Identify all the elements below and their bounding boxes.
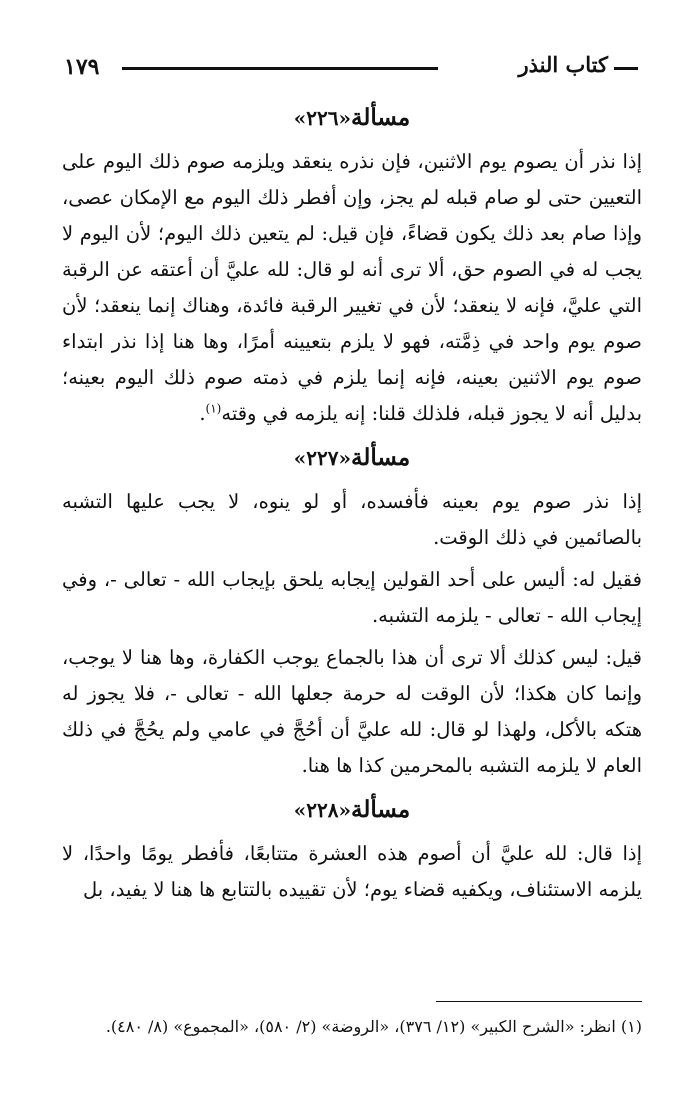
heading-word: مسألة	[351, 104, 411, 131]
issue-heading-228	[62, 790, 642, 830]
paragraph-text: إذا نذر أن يصوم يوم الاثنين، فإن نذره ينعقد ويلزمه صوم ذلك اليوم على التعيين حتى لو صام قبله لم يجز، وإن أفطر ذلك اليوم مع الإمكان عصى، وإذا صام بعد ذلك يكون قضاءً، فإن قيل: لم يتعين ذلك اليوم؛ لأن اليوم لا يجب له في الصوم حق، ألا ترى أنه لو قال: لله عليَّ أن أعتقه عن الرقبة التي عليَّ، فإنه لا ينعقد؛ لأن في تغيير الرقبة فائدة، وهناك إنما ينعقد؛ لأن صوم يوم واحد في ذِمَّته، فهو لا يلزم بتعيينه أمرًا، وها هنا إذا نذر ابتداء صوم يوم الاثنين بعينه، فإنه إنما يلزم في ذمته صوم ذلك اليوم بعينه؛ بدليل أنه لا يجوز قبله، فلذلك قلنا: إنه يلزمه في وقته	[62, 150, 642, 425]
page-content	[62, 96, 642, 914]
paragraph: إذا قال: لله عليَّ أن أصوم هذه العشرة متتابعًا، فأفطر يومًا واحدًا، لا يلزمه الاستئناف، ويكفيه قضاء يوم؛ لأن تقييده بالتتابع ها هنا لا يفيد، بل	[62, 842, 642, 901]
heading-number: «٢٢٧»	[293, 446, 352, 470]
paragraph: قيل: ليس كذلك ألا ترى أن هذا بالجماع يوجب الكفارة، وها هنا لا يوجب، وإنما كان هكذا؛ لأن الوقت له حرمة جعلها الله - تعالى -، فلا يجوز له هتكه بالأكل، ولهذا لو قال: لله عليَّ أن أحُجَّ في عامي ولم يحُجَّ في ذلك العام لا يلزمه التشبه بالمحرمين كذا ها هنا.	[62, 646, 642, 777]
heading-number: «٢٢٦»	[293, 106, 352, 130]
page-number: ١٧٩	[64, 54, 100, 80]
issue-heading-226	[62, 98, 642, 138]
paragraph: إذا نذر أن يصوم يوم الاثنين، فإن نذره ينعقد ويلزمه صوم ذلك اليوم على التعيين حتى لو صام قبله لم يجز، وإن أفطر ذلك اليوم مع الإمكان عصى، وإذا صام بعد ذلك يكون قضاءً، فإن قيل: لم يتعين ذلك اليوم؛ لأن اليوم لا يجب له في الصوم حق، ألا ترى أنه لو قال: لله عليَّ أن أعتقه عن الرقبة التي عليَّ، فإنه لا ينعقد؛ لأن في تغيير الرقبة فائدة، وهناك إنما ينعقد؛ لأن صوم يوم واحد في ذِمَّته، فهو لا يلزم بتعيينه أمرًا، وها هنا إذا نذر ابتداء صوم يوم الاثنين بعينه، فإنه إنما يلزم في ذمته صوم ذلك اليوم بعينه؛ بدليل أنه لا يجوز قبله، فلذلك قلنا: إنه يلزمه في وقته$^{(١)}$.	[62, 150, 642, 425]
footnote-divider	[436, 1001, 642, 1002]
paragraph: فقيل له: أليس على أحد القولين إيجابه يلحق بإيجاب الله - تعالى -، وفي إيجاب الله - تعالى - يلزمه التشبه.	[62, 568, 642, 627]
issue-heading-227	[62, 438, 642, 478]
header-rule	[122, 67, 438, 70]
page-header	[60, 52, 638, 88]
heading-number: «٢٢٨»	[293, 798, 352, 822]
footnote-ref[interactable]: (١)	[205, 401, 222, 416]
footnote: (١) انظر: «الشرح الكبير» (١٢/ ٣٧٦)، «الروضة» (٢/ ٥٨٠)، «المجموع» (٨/ ٤٨٠).	[105, 1017, 642, 1036]
heading-word: مسألة	[351, 796, 411, 823]
paragraph: إذا نذر صوم يوم بعينه فأفسده، أو لو ينوه، لا يجب عليها التشبه بالصائمين في ذلك الوقت.	[62, 490, 642, 549]
heading-word: مسألة	[351, 444, 411, 471]
running-title: كتاب النذر	[518, 52, 608, 77]
header-rule-short	[614, 67, 638, 70]
